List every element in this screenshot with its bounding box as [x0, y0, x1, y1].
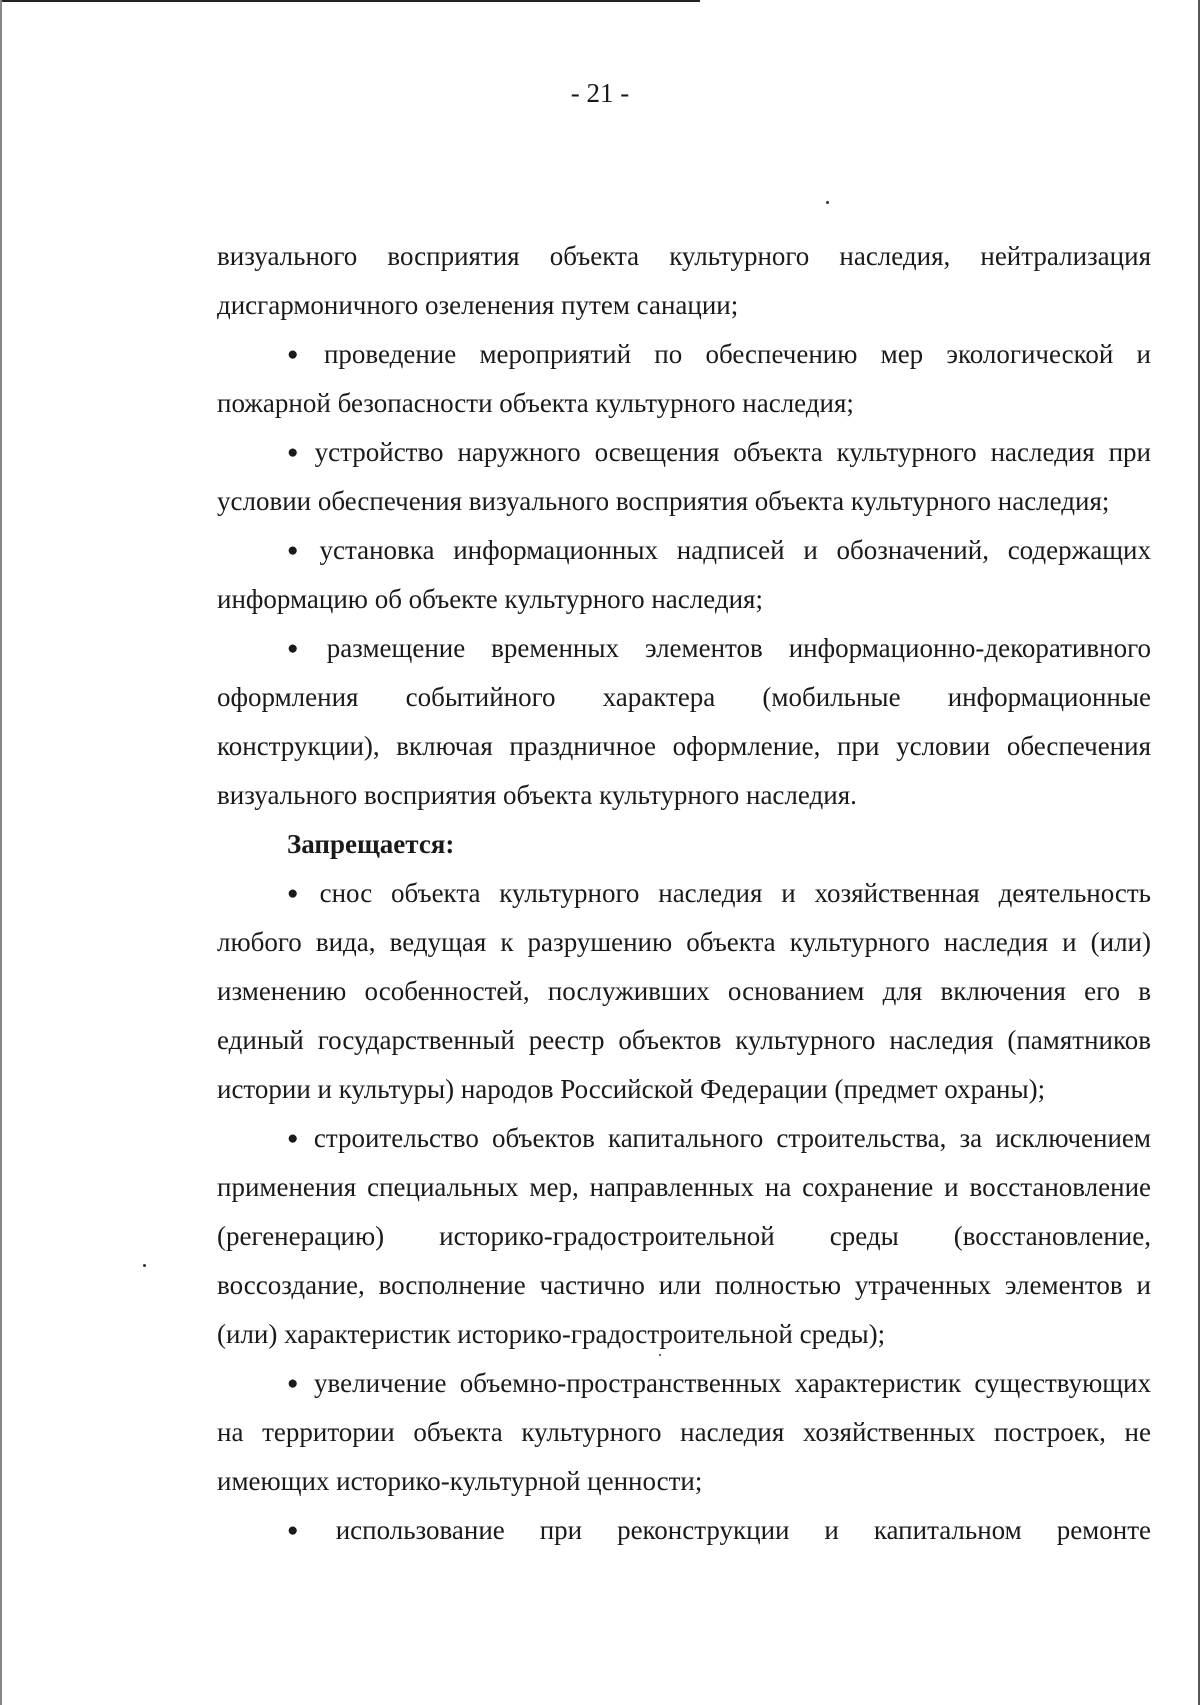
continuation-paragraph: визуального восприятия объекта культурного наследия, нейтрализация дисгармоничного озеленения путем санации;: [217, 241, 1151, 320]
scan-edge-top: [0, 0, 700, 2]
scan-speck: [143, 1264, 146, 1267]
scan-edge-left: [0, 0, 2, 1705]
document-body: [217, 232, 1151, 1555]
prohibited-item: ● строительство объектов капитального строительства, за исключением применения специальных мер, направленных на сохранение и восстановление (регенерацию) историко-градостроительной среды (восстановление, воссоздание, восполнение частично или полностью утраченных элементов и (или) характеристик историко-градостроительной среды);: [217, 1114, 1151, 1359]
allowed-item: ● размещение временных элементов информационно-декоративного оформления событийного характера (мобильные информационные конструкции), включая праздничное оформление, при условии обеспечения визуального восприятия объекта культурного наследия.: [217, 624, 1151, 820]
prohibited-item: ● снос объекта культурного наследия и хозяйственная деятельность любого вида, ведущая к разрушению объекта культурного наследия и (или) изменению особенностей, послуживших основанием для включения его в единый государственный реестр объектов культурного наследия (памятников истории и культуры) народов Российской Федерации (предмет охраны);: [217, 869, 1151, 1114]
allowed-item: ● установка информационных надписей и обозначений, содержащих информацию об объекте культурного наследия;: [217, 526, 1151, 624]
prohibited-item: ● использование при реконструкции и капитальном ремонте: [217, 1506, 1151, 1555]
prohibited-item: ● увеличение объемно-пространственных характеристик существующих на территории объекта культурного наследия хозяйственных построек, не имеющих историко-культурной ценности;: [217, 1359, 1151, 1506]
allowed-item: ● проведение мероприятий по обеспечению мер экологической и пожарной безопасности объекта культурного наследия;: [217, 330, 1151, 428]
scan-speck: [826, 201, 829, 204]
prohibited-heading: Запрещается:: [287, 829, 455, 859]
page-number: - 21 -: [570, 78, 630, 108]
allowed-item: ● устройство наружного освещения объекта культурного наследия при условии обеспечения визуального восприятия объекта культурного наследия;: [217, 428, 1151, 526]
